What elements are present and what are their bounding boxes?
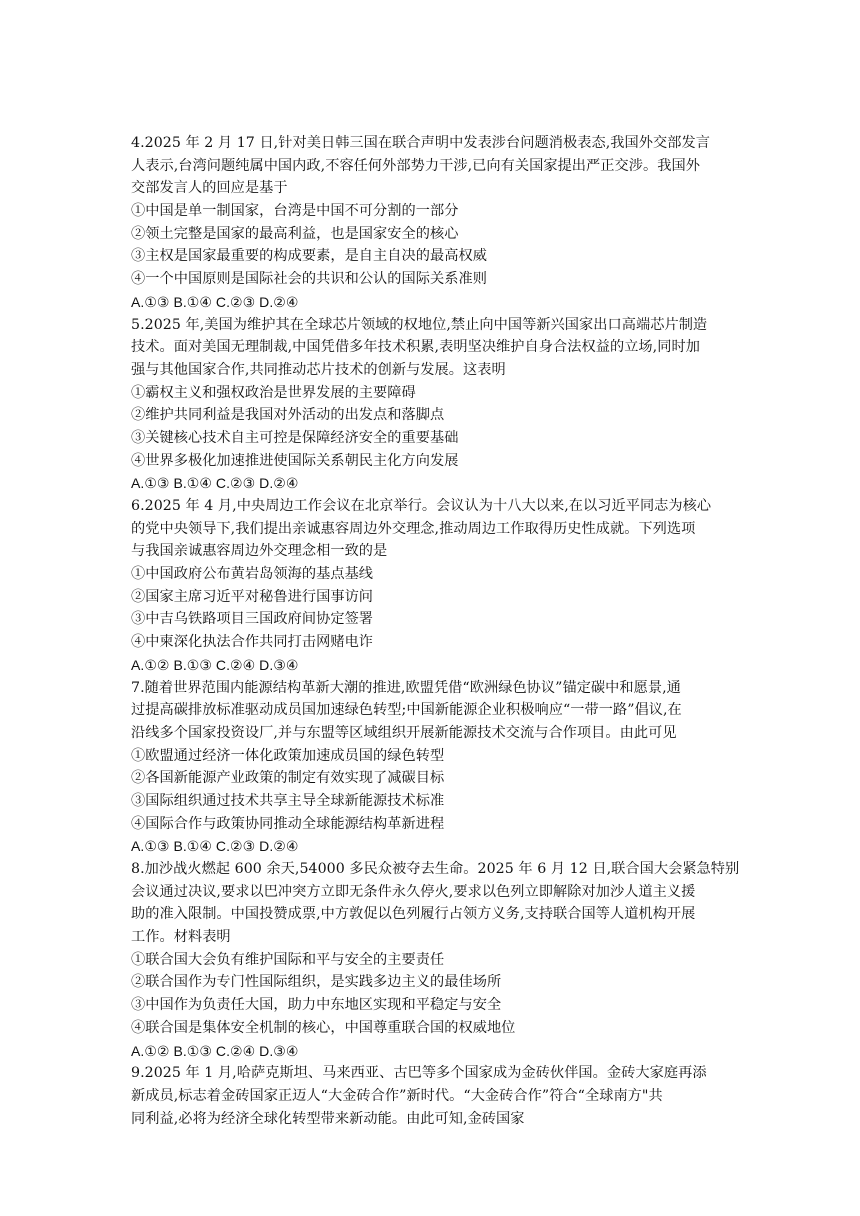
question-7-answer-choices: A.①③ B.①④ C.②③ D.②④ — [131, 838, 299, 855]
question-4-stem-line-3: 交部发言人的回应是基于 — [131, 180, 288, 197]
question-6-option-4: ④中柬深化执法合作共同打击网赌电诈 — [131, 634, 374, 651]
question-4 — [131, 132, 731, 314]
question-7-option-4: ④国际合作与政策协同推动全球能源结构革新进程 — [131, 815, 445, 832]
question-5-option-1: ①霸权主义和强权政治是世界发展的主要障碍 — [131, 384, 416, 401]
question-8-stem-line-1: 8.加沙战火燃起 600 余天,54000 多民众被夺去生命。2025 年 6 月 12 日,联合国大会紧急特别 — [131, 861, 740, 877]
question-5-stem-line-3: 强与其他国家合作,共同推动芯片技术的创新与发展。这表明 — [131, 361, 506, 378]
question-9-stem-line-3: 同利益,必将为经济全球化转型带来新动能。由此可知,金砖国家 — [131, 1110, 525, 1127]
question-4-option-2: ②领土完整是国家的最高利益，也是国家安全的核心 — [131, 225, 459, 242]
question-5 — [131, 314, 731, 496]
question-6-stem-line-3: 与我国亲诚惠容周边外交理念相一致的是 — [131, 543, 388, 560]
question-6 — [131, 495, 731, 677]
question-7 — [131, 677, 731, 859]
question-7-option-3: ③国际组织通过技术共享主导全球新能源技术标准 — [131, 792, 445, 809]
question-8-option-3: ③中国作为负责任大国，助力中东地区实现和平稳定与安全 — [131, 997, 502, 1014]
question-4-option-1: ①中国是单一制国家，台湾是中国不可分割的一部分 — [131, 203, 459, 220]
question-7-stem-line-3: 沿线多个国家投资设厂,并与东盟等区域组织开展新能源技术交流与合作项目。由此可见 — [131, 724, 677, 741]
question-6-option-1: ①中国政府公布黄岩岛领海的基点基线 — [131, 566, 374, 583]
question-6-answer-choices: A.①② B.①③ C.②④ D.③④ — [131, 656, 299, 673]
question-5-option-4: ④世界多极化加速推进使国际关系朝民主化方向发展 — [131, 452, 459, 469]
question-5-stem-line-2: 技术。面对美国无理制裁,中国凭借多年技术积累,表明坚决维护自身合法权益的立场,同时加 — [131, 339, 700, 356]
question-4-stem-line-1: 4.2025 年 2 月 17 日,针对美日韩三国在联合声明中发表涉台问题消极表态,我国外交部发言 — [131, 135, 710, 151]
question-8-answer-choices: A.①② B.①③ C.②④ D.③④ — [131, 1042, 299, 1059]
question-4-option-3: ③主权是国家最重要的构成要素，是自主自决的最高权威 — [131, 248, 487, 265]
question-7-stem-line-1: 7.随着世界范围内能源结构革新大潮的推进,欧盟凭借“欧洲绿色协议”锚定碳中和愿景,通 — [131, 679, 681, 696]
question-6-stem-line-2: 的党中央领导下,我们提出亲诚惠容周边外交理念,推动周边工作取得历史性成就。下列选项 — [131, 520, 696, 537]
question-7-option-2: ②各国新能源产业政策的制定有效实现了减碳目标 — [131, 770, 445, 787]
question-6-option-3: ③中吉乌铁路项目三国政府间协定签署 — [131, 611, 374, 628]
question-5-answer-choices: A.①③ B.①④ C.②③ D.②④ — [131, 475, 299, 492]
question-7-option-1: ①欧盟通过经济一体化政策加速成员国的绿色转型 — [131, 747, 445, 764]
question-5-option-2: ②维护共同利益是我国对外活动的出发点和落脚点 — [131, 407, 445, 424]
question-8 — [131, 858, 740, 1062]
question-6-stem-line-1: 6.2025 年 4 月,中央周边工作会议在北京举行。会议认为十八大以来,在以习近平同志为核心 — [131, 498, 712, 514]
question-4-option-4: ④一个中国原则是国际社会的共识和公认的国际关系准则 — [131, 271, 487, 288]
question-4-stem-line-2: 人表示,台湾问题纯属中国内政,不容任何外部势力干涉,已向有关国家提出严正交涉。我国外 — [131, 157, 700, 174]
question-9 — [131, 1062, 731, 1130]
question-8-stem-line-2: 会议通过决议,要求以巴冲突方立即无条件永久停火,要求以色列立即解除对加沙人道主义援 — [131, 883, 696, 900]
question-list — [131, 132, 740, 1130]
question-4-answer-choices: A.①③ B.①④ C.②③ D.②④ — [131, 293, 299, 310]
question-9-stem-line-2: 新成员,标志着金砖国家正迈人“大金砖合作”新时代。“大金砖合作”符合“全球南方"共 — [131, 1087, 663, 1104]
question-9-stem-line-1: 9.2025 年 1 月,哈萨克斯坦、马来西亚、古巴等多个国家成为金砖伙伴国。金砖大家庭再添 — [131, 1065, 707, 1082]
question-7-stem-line-2: 过提高碳排放标准驱动成员国加速绿色转型;中国新能源企业积极响应“一带一路”倡议,在 — [131, 702, 682, 719]
question-8-option-2: ②联合国作为专门性国际组织，是实践多边主义的最佳场所 — [131, 974, 502, 991]
question-8-stem-line-3: 助的准入限制。中国投赞成票,中方敦促以色列履行占领方义务,支持联合国等人道机构开展 — [131, 906, 696, 923]
question-6-option-2: ②国家主席习近平对秘鲁进行国事访问 — [131, 588, 374, 605]
question-8-option-1: ①联合国大会负有维护国际和平与安全的主要责任 — [131, 951, 445, 968]
question-8-stem-line-4: 工作。材料表明 — [131, 929, 231, 946]
question-5-option-3: ③关键核心技术自主可控是保障经济安全的重要基础 — [131, 429, 459, 446]
question-5-stem-line-1: 5.2025 年,美国为维护其在全球芯片领域的权地位,禁止向中国等新兴国家出口高端芯片制造 — [131, 316, 708, 333]
question-8-option-4: ④联合国是集体安全机制的核心，中国尊重联合国的权威地位 — [131, 1019, 516, 1036]
